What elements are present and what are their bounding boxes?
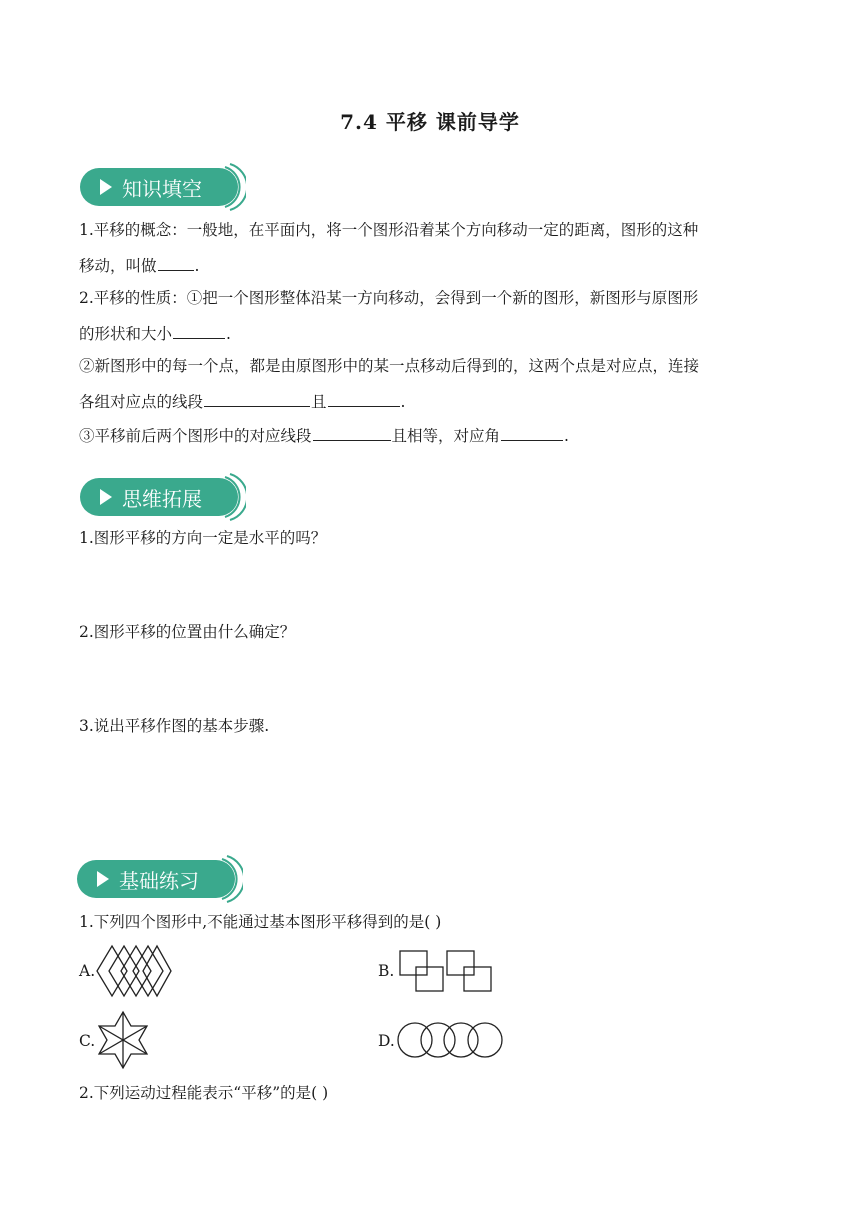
- option-c-figure: [95, 1010, 155, 1072]
- option-b-label: B.: [378, 962, 395, 980]
- option-a-label: A.: [79, 962, 96, 980]
- text: 移动，叫做: [79, 257, 157, 275]
- fill-q3-line1: ②新图形中的每一个点，都是由原图形中的某一点移动后得到的，这两个点是对应点，连接: [79, 357, 700, 375]
- fill-q4-line: [79, 424, 569, 446]
- fill-q1-line2: [79, 254, 199, 276]
- section-title-fill: 知识填空: [122, 177, 202, 201]
- fill-q2-line2: [79, 322, 231, 344]
- page-title: 7.4 平移 课前导学: [340, 110, 520, 134]
- answer-blank[interactable]: [328, 390, 400, 407]
- think-q2: 2.图形平移的位置由什么确定？: [79, 623, 296, 641]
- fill-q1-line1: 1.平移的概念：一般地，在平面内，将一个图形沿着某个方向移动一定的距离，图形的这种: [79, 221, 699, 239]
- text: .: [226, 325, 231, 343]
- section-title-basic: 基础练习: [119, 869, 199, 893]
- think-q1: 1.图形平移的方向一定是水平的吗？: [79, 529, 327, 547]
- basic-q2: 2.下列运动过程能表示“平移”的是( ): [79, 1084, 329, 1102]
- text: ③平移前后两个图形中的对应线段: [79, 427, 312, 445]
- basic-q1: 1.下列四个图形中,不能通过基本图形平移得到的是( ): [79, 913, 442, 931]
- answer-blank[interactable]: [173, 322, 225, 339]
- answer-blank[interactable]: [313, 424, 391, 441]
- option-a-figure: [95, 944, 175, 1000]
- section-header-basic: [75, 854, 243, 904]
- text: 的形状和大小: [79, 325, 173, 343]
- think-q3: 3.说出平移作图的基本步骤.: [79, 717, 270, 735]
- section-header-fill: [78, 162, 246, 212]
- fill-q2-line1: 2.平移的性质：①把一个图形整体沿某一方向移动，会得到一个新的图形，新图形与原图形: [79, 289, 699, 307]
- option-d-label: D.: [378, 1032, 395, 1050]
- option-c-label: C.: [79, 1032, 96, 1050]
- text: 且: [311, 393, 327, 411]
- text: .: [194, 257, 200, 275]
- option-d-figure: [395, 1020, 507, 1060]
- answer-blank[interactable]: [204, 390, 310, 407]
- text: 各组对应点的线段: [79, 393, 204, 411]
- section-title-think: 思维拓展: [122, 487, 202, 511]
- answer-blank[interactable]: [158, 254, 194, 271]
- text: .: [564, 427, 569, 445]
- section-header-think: [78, 472, 246, 522]
- fill-q3-line2: [79, 390, 405, 412]
- text: 且相等，对应角: [391, 427, 501, 445]
- answer-blank[interactable]: [501, 424, 563, 441]
- option-b-figure: [396, 949, 496, 995]
- text: .: [400, 393, 406, 411]
